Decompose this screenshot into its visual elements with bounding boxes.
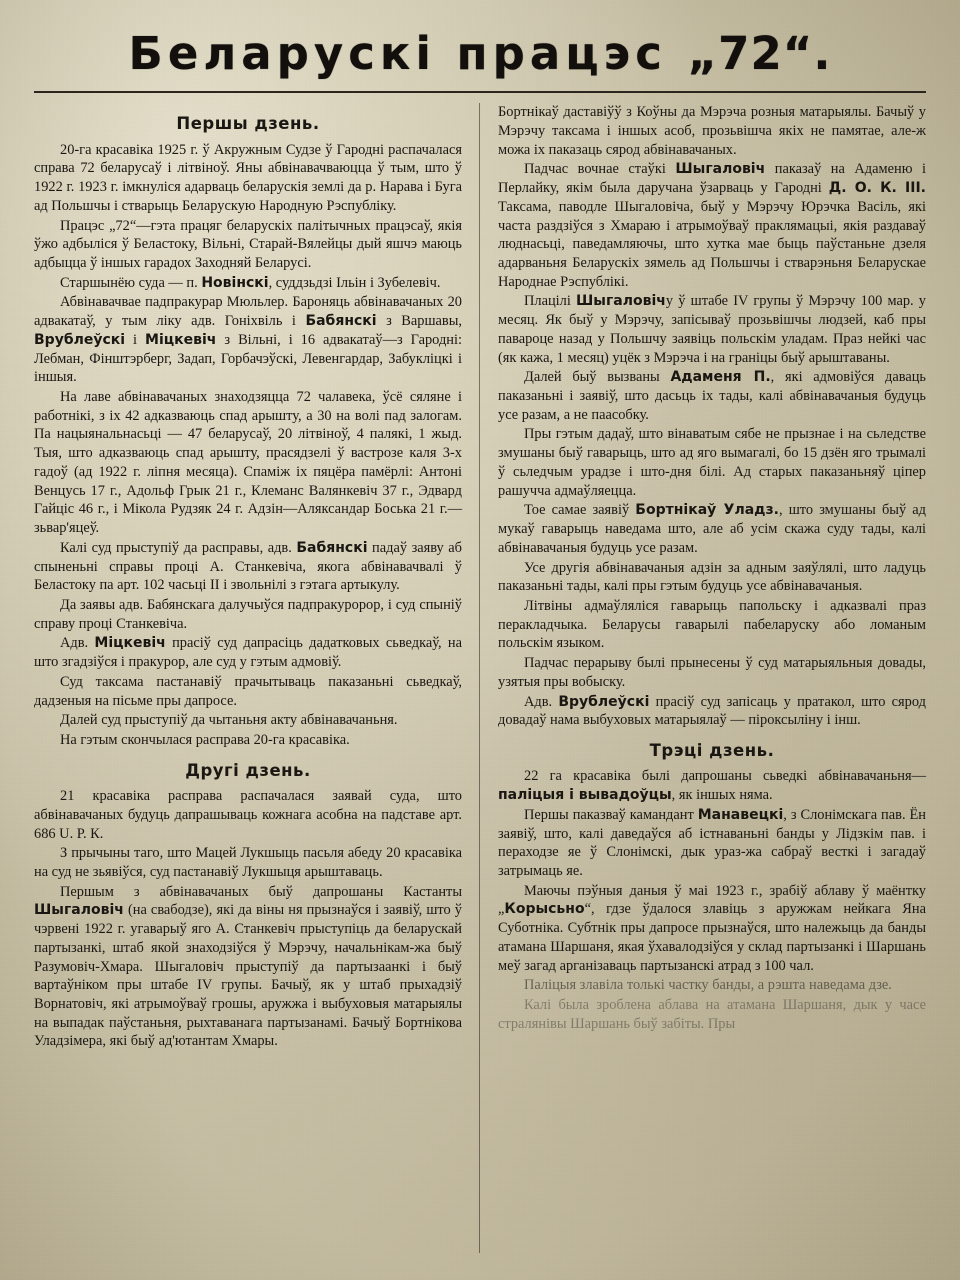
paragraph: 22 га красавіка былі дапрошаны сьведкі абвінавачаньня—паліцыя і вывадоўцы, як іншых няма. — [498, 768, 926, 804]
paragraph: На гэтым скончылася расправа 20-га красавіка. — [60, 731, 350, 748]
emphasis-name: паліцыя і вывадоўцы — [498, 787, 672, 804]
paragraph: Калі была зроблена аблава на атамана Шаршаня, дык у часе стралянівы Шаршань быў забіты. Пры — [498, 997, 926, 1032]
paragraph: З прычыны таго, што Мацей Лукшыць пасьля абеду 20 красавіка на суд не зьявіўся, суд пастанавіў Лукшыця арыштаваць. — [34, 845, 462, 880]
emphasis-name: Д. О. К. III. — [828, 180, 926, 197]
paragraph: Першым з абвінавачаных быў дапрошаны Кастанты Шыгаловіч (на свабодзе), які да віны ня прызнаўся і заявіў, што ў чэрвені 1922 г. угаварыў яго А. Станкевіч прыступіць да беларускай партызанкі, штаб якой знаходзіўся ў Мэрэчу, начальнікам-жа быў Разумовіч-Хмара. Шыгаловіч прыступіў да партызаанкі і быў вартаўніком пры штабе IV групы. Бачыў, як у штаб прыхадзіў Ворнатовіч, які атрымоўваў грошы, аружжа і выбуховыя матарыялы на выпадак паўстаньня, рыхтаванага партызанамі. Бачыў Бортнікова Уладзімера, які быў ад'ютантам Хмары. — [34, 883, 462, 1050]
paragraph: Далей быў вызваны Адаменя П., які адмовіўся даваць паказаньні і заявіў, што дасьць іх тады, калі абвінавачаныя будуць усе разам, а не паасобку. — [498, 369, 926, 423]
section-heading-day-one: Першы дзень. — [176, 114, 320, 134]
masthead-title-number: „72“. — [687, 27, 832, 80]
section-heading-day-two: Другі дзень. — [185, 760, 311, 780]
paragraph: Адв. Врублеўскі прасіў суд запісаць у пратакол, што сярод довадаў нама выбуховых матарыялаў — піроксыліну і інш. — [498, 693, 926, 729]
emphasis-name: Корысьно — [504, 901, 585, 918]
masthead-title-main: Беларускі працэс — [128, 27, 688, 80]
emphasis-name: Адаменя П. — [670, 369, 771, 386]
paragraph: Паліцыя злавіла толькі частку банды, а рэшта наведама дзе. — [524, 977, 892, 994]
emphasis-name: Манавецкі — [697, 806, 784, 823]
paragraph: Далей суд прыступіў да чытаньня акту абвінавачаньня. — [60, 712, 398, 729]
paragraph: Адв. Міцкевіч прасіў суд дапрасіць дадатковых сьведкаў, на што згадзіўся і пракурор, але суд у гэтым адмовіў. — [34, 635, 462, 671]
paragraph: Старшынёю суда — п. Новінскі, суддзьдзі Ільін і Зубелевіч. — [60, 274, 441, 291]
paragraph: Калі суд прыступіў да расправы, адв. Бабянскі падаў заяву аб спыненьні справы проці А. Станкевіча, якога абвінавачвалі ў Беластоку па арт. 102 часьці II і звольнілі з гэтага артыкулу. — [34, 539, 462, 594]
emphasis-name: Врублеўскі — [34, 331, 126, 348]
emphasis-name: Міцкевіч — [94, 635, 166, 652]
paragraph: Плацілі Шыгаловічу ў штабе IV групы ў Мэрэчу 100 мар. у месяц. Як быў у Мэрэчу, запісываў прозьвішчы людзей, каб пры павароце назад у Польшчу заявіць польскім уладам. Праз нейкі час (як кажа, 1 месяц) уцёк з Мэрэча і на граніцы быў арыштаваны. — [498, 293, 926, 366]
page-title — [34, 27, 926, 80]
paragraph: 21 красавіка расправа распачалася заявай суда, што абвінавачаных будуць дапрашываць кожнага асобна на падставе арт. 686 U. Р. К. — [34, 788, 462, 842]
left-column — [34, 103, 480, 1253]
paragraph: Да заявы адв. Бабянскага далучыўся падпракуророр, і суд спыніў справу проці Станкевіча. — [34, 596, 462, 632]
emphasis-name: Бабянскі — [296, 539, 368, 556]
emphasis-name: Шыгаловіч — [675, 161, 766, 178]
paragraph: Маючы пэўныя даныя ў маі 1923 г., зрабіў аблаву ў маёнтку „Корысьно“, гдзе ўдалося злавіць з аружжам нейкага Яна Суботніка. Субтнік пры дапросе прызнаўся, што належыць да банды атамана Шаршаня, якая ўхавалодзіўся у склад партызанкі і Шаршань меў загад арганізаваць партызанскі атрад з 100 чал. — [498, 882, 926, 974]
paragraph: Падчас перарыву былі прынесены ў суд матарыяльныя довады, узятыя пры вобыску. — [498, 655, 926, 690]
paragraph: Першы паказваў камандант Манавецкі, з Слонімскага пав. Ён заявіў, што, калі даведаўся аб істнаваньні банды у Лідзкім пав. і пераходзе яе ў Слонімскі, дык ураз-жа сабраў весткі і загадаў затрымаць яе. — [498, 806, 926, 879]
emphasis-name: Новінскі — [201, 274, 269, 291]
emphasis-name: Бабянскі — [305, 313, 377, 330]
emphasis-name: Бортнікаў Уладз. — [635, 502, 779, 519]
right-column — [480, 103, 926, 1253]
masthead-divider — [34, 91, 926, 93]
paragraph: Суд таксама пастанавіў прачытываць паказаньні сьведкаў, дадзеныя на пісьме пры дапросе. — [34, 673, 462, 709]
paragraph: Працэс „72“—гэта працяг беларускіх палітычных працэсаў, якія ўжо адбыліся ў Беластоку, Вільні, Старай-Вялейцы дый яшчэ маюць адбыцца ў іншых гарадох Заходняй Беларусі. — [34, 217, 462, 271]
emphasis-name: Шыгаловіч — [34, 902, 124, 919]
emphasis-name: Врублеўскі — [558, 693, 650, 710]
paragraph: 20-га красавіка 1925 г. ў Акружным Судзе ў Гародні распачалася справа 72 беларусаў і літвіноў. Яны абвінавачваюцца ў тым, што ў 1922 г. 1923 г. імкнуліся адарваць беларускія землі да р. Нарава і Буга ад Польшчы і стварыць Беларускую Народную Рэспубліку. — [34, 141, 462, 214]
paragraph: Пры гэтым дадаў, што вінаватым сябе не прызнае і на сьледстве змушаны быў гаварыць, што ад яго вымагалі, бо 15 дзён яго трымалі ў сьледчым урадзе і што-дня білі. Ад старых паказаньняў ціпер рашучча адмаўляецца. — [498, 426, 926, 499]
section-heading-day-three: Трэці дзень. — [649, 740, 775, 760]
article-columns — [34, 103, 926, 1253]
paragraph: Бортнікаў даставіўў з Коўны да Мэрэча розныя матарыялы. Бачыў у Мэрэчу таксама і іншых асоб, прозьвішча якіх не памятае, але-ж можа іх паказаць сярод абвінавачаных. — [498, 104, 926, 158]
paragraph: Літвіны адмаўляліся гаварыць папольску і адказвалі праз перакладчыка. Беларусы гаварылі пабеларуску або ломаным польскім языком. — [498, 597, 926, 652]
paragraph: Падчас вочнае стаўкі Шыгаловіч паказаў на Адаменю і Перлайку, якім была даручана ўзарваць у Гародні Д. О. К. III. Таксама, паводле Шыгаловіча, быў у Мэрэчу Юрэчка Васіль, які часта раздзіўся з Хмараю і атрымоўваў праклямацыі, якія раздаваў люднасьці, паведамляючы, што хутка мае быць паўстаньне дзеля адарваньня Беларускіх зямель ад Польшчы і стварэньня Беларускае Народнае Рэспублікі. — [498, 161, 926, 290]
paragraph: На лаве абвінавачаных знаходзяцца 72 чалавека, ўсё сяляне і работнікі, з іх 42 адказваюць спад арышту, а 30 на волі пад залогам. Па нацыянальнасьці — 47 беларусаў, 20 літвіноў, 4 палякі, 1 жыд. Тыя, што адказваюць спад арышту, прасядзелі ў вастрозе каля 3-х гадоў (ад 1922 г. ліпня месяца). Спаміж іх пяцёра памёрлі: Антоні Венцусь 17 г., Адольф Грык 21 г., Клеманс Валянкевіч 37 г., Эдвард Гайціс 46 г., і Мікола Рудзяк 24 г. Адзін—Аляксандар Боська 21 г.— зьвар'яцеў. — [34, 389, 462, 537]
paragraph: Тое самае заявіў Бортнікаў Уладз., што змушаны быў ад мукаў гаварыць наведама што, але аб усім скажа суду тады, калі абвінавачаныя будуць усе разам. — [498, 502, 926, 556]
paragraph: Абвінавачвае падпракурар Мюльлер. Бароняць абвінавачаных 20 адвакатаў, у тым ліку адв. Гоніхвіль і Бабянскі з Варшавы, Врублеўскі і Міцкевіч з Вільні, і 16 адвакатаў—з Гародні: Лебман, Фінштэрберг, Задап, Горбачэўскі, Левенгардар, Забукліцкі і іншыя. — [34, 294, 462, 386]
emphasis-name: Шыгаловіч — [576, 293, 666, 310]
emphasis-name: Міцкевіч — [145, 331, 217, 348]
paragraph: Усе другія абвінавачаныя адзін за адным заяўлялі, што ладуць паказаньні тады, калі пры гэтым будуць усе абвінавачаныя. — [498, 559, 926, 595]
